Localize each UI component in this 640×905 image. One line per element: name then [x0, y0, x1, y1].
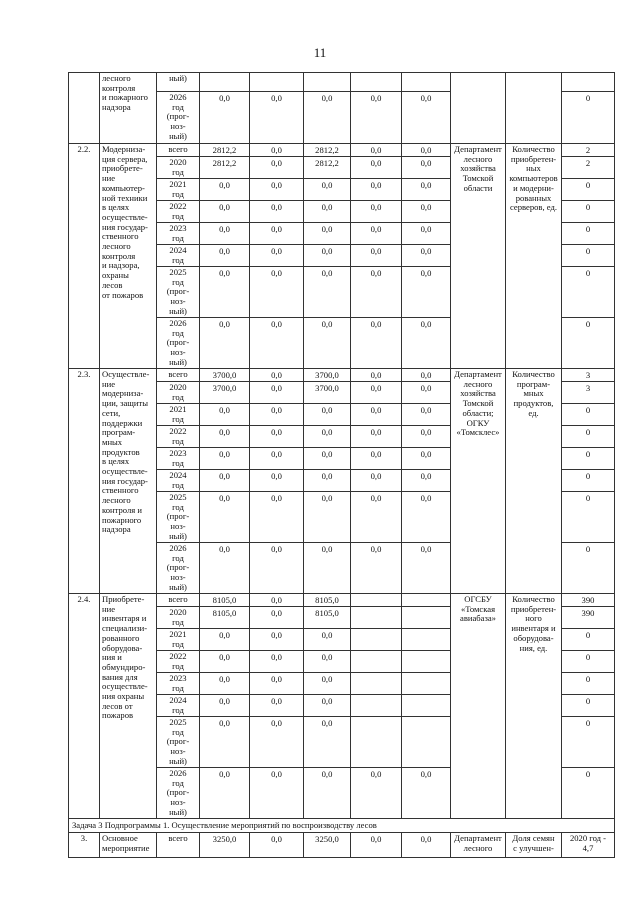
amount-cell: 0,0 [250, 223, 304, 245]
indicator-value-cell: 0 [562, 245, 615, 267]
amount-cell: 0,0 [250, 92, 304, 144]
amount-cell: 0,0 [402, 768, 451, 819]
amount-cell [351, 73, 402, 92]
indicator-value-cell: 0 [562, 404, 615, 426]
amount-cell: 0,0 [402, 404, 451, 426]
row-number-cell: 3. [69, 833, 100, 858]
amount-cell: 0,0 [304, 179, 351, 201]
amount-cell: 0,0 [402, 833, 451, 858]
indicator-value-cell: 0 [562, 695, 615, 717]
amount-cell: 0,0 [351, 267, 402, 318]
indicator-value-cell: 0 [562, 629, 615, 651]
amount-cell: 0,0 [200, 426, 250, 448]
amount-cell: 0,0 [351, 448, 402, 470]
amount-cell: 0,0 [351, 470, 402, 492]
amount-cell: 0,0 [200, 673, 250, 695]
measure-name-cell: лесного контроля и пожарного надзора [100, 73, 157, 144]
amount-cell [402, 629, 451, 651]
amount-cell: 0,0 [200, 768, 250, 819]
table-row [69, 144, 615, 157]
amount-cell: 0,0 [351, 369, 402, 382]
amount-cell: 0,0 [250, 318, 304, 369]
amount-cell: 0,0 [304, 695, 351, 717]
amount-cell: 0,0 [304, 201, 351, 223]
amount-cell: 0,0 [250, 404, 304, 426]
year-cell: 2025 год (прог- ноз- ный) [157, 267, 200, 318]
amount-cell: 0,0 [351, 245, 402, 267]
indicator-value-cell: 390 [562, 607, 615, 629]
year-cell: 2026 год (прог- ноз- ный) [157, 318, 200, 369]
indicator-name-cell: Количество приобретен- ных компьютеров и модерни- рованных серверов, ед. [506, 144, 562, 369]
amount-cell: 0,0 [250, 695, 304, 717]
amount-cell: 0,0 [304, 543, 351, 594]
year-cell: всего [157, 594, 200, 607]
amount-cell [402, 673, 451, 695]
amount-cell: 0,0 [402, 144, 451, 157]
amount-cell: 0,0 [304, 223, 351, 245]
indicator-name-cell: Количество приобретен- ного инвентаря и оборудова- ния, ед. [506, 594, 562, 819]
amount-cell: 0,0 [351, 404, 402, 426]
amount-cell: 2812,2 [200, 144, 250, 157]
year-cell: 2021 год [157, 404, 200, 426]
indicator-value-cell: 0 [562, 543, 615, 594]
indicator-value-cell: 0 [562, 267, 615, 318]
year-cell: 2021 год [157, 629, 200, 651]
indicator-name-cell: Количество програм- мных продуктов, ед. [506, 369, 562, 594]
indicator-value-cell: 2020 год - 4,7 [562, 833, 615, 858]
amount-cell: 0,0 [351, 144, 402, 157]
amount-cell: 0,0 [250, 470, 304, 492]
amount-cell [351, 717, 402, 768]
amount-cell: 0,0 [200, 245, 250, 267]
amount-cell: 3700,0 [304, 369, 351, 382]
page-number: 11 [313, 45, 327, 60]
year-cell: 2024 год [157, 695, 200, 717]
amount-cell: 0,0 [351, 543, 402, 594]
amount-cell: 0,0 [304, 426, 351, 448]
amount-cell: 0,0 [304, 717, 351, 768]
amount-cell: 0,0 [304, 318, 351, 369]
year-cell: 2022 год [157, 426, 200, 448]
year-cell: всего [157, 833, 200, 858]
amount-cell: 0,0 [402, 318, 451, 369]
amount-cell: 2812,2 [304, 144, 351, 157]
task-title-cell: Задача 3 Подпрограммы 1. Осуществление мероприятий по воспроизводству лесов [69, 819, 615, 833]
year-cell: 2020 год [157, 607, 200, 629]
indicator-value-cell: 0 [562, 223, 615, 245]
amount-cell: 0,0 [351, 92, 402, 144]
amount-cell: 0,0 [200, 318, 250, 369]
indicator-value-cell: 3 [562, 382, 615, 404]
amount-cell: 0,0 [402, 92, 451, 144]
year-cell: 2022 год [157, 201, 200, 223]
amount-cell: 0,0 [304, 768, 351, 819]
amount-cell: 0,0 [250, 448, 304, 470]
amount-cell: 0,0 [304, 92, 351, 144]
year-cell: 2022 год [157, 651, 200, 673]
amount-cell [351, 607, 402, 629]
amount-cell: 0,0 [200, 492, 250, 543]
amount-cell: 0,0 [200, 695, 250, 717]
table-row [69, 73, 615, 92]
amount-cell: 0,0 [402, 245, 451, 267]
amount-cell: 0,0 [250, 144, 304, 157]
amount-cell: 0,0 [250, 717, 304, 768]
measure-name-cell: Основное мероприятие [100, 833, 157, 858]
amount-cell: 0,0 [402, 382, 451, 404]
indicator-value-cell: 2 [562, 144, 615, 157]
amount-cell: 0,0 [200, 448, 250, 470]
indicator-name-cell: Доля семян с улучшен- [506, 833, 562, 858]
table-row [69, 594, 615, 607]
indicator-value-cell [562, 73, 615, 92]
amount-cell: 0,0 [200, 92, 250, 144]
amount-cell: 0,0 [250, 426, 304, 448]
amount-cell: 0,0 [402, 369, 451, 382]
measure-name-cell: Приобрете- ние инвентаря и специализи- рованного оборудова- ния и обмундиро- вания для осуществле- ния охраны лесов от пожаров [100, 594, 157, 819]
amount-cell: 0,0 [351, 201, 402, 223]
amount-cell [351, 695, 402, 717]
indicator-value-cell: 3 [562, 369, 615, 382]
year-cell: 2024 год [157, 245, 200, 267]
amount-cell [351, 673, 402, 695]
amount-cell: 0,0 [200, 543, 250, 594]
amount-cell: 0,0 [250, 369, 304, 382]
year-cell: 2026 год (прог- ноз- ный) [157, 768, 200, 819]
year-cell: ный) [157, 73, 200, 92]
amount-cell: 0,0 [200, 629, 250, 651]
amount-cell: 0,0 [351, 492, 402, 543]
amount-cell [304, 73, 351, 92]
amount-cell: 0,0 [250, 179, 304, 201]
amount-cell [351, 629, 402, 651]
program-table-container [68, 72, 615, 858]
task-row [69, 819, 615, 833]
amount-cell: 0,0 [304, 673, 351, 695]
amount-cell: 0,0 [250, 201, 304, 223]
amount-cell: 0,0 [304, 470, 351, 492]
amount-cell: 0,0 [250, 543, 304, 594]
year-cell: 2023 год [157, 448, 200, 470]
amount-cell: 8105,0 [200, 594, 250, 607]
amount-cell [402, 73, 451, 92]
amount-cell [402, 717, 451, 768]
year-cell: всего [157, 144, 200, 157]
amount-cell: 0,0 [304, 245, 351, 267]
amount-cell [402, 651, 451, 673]
year-cell: 2023 год [157, 673, 200, 695]
executor-cell [451, 73, 506, 144]
indicator-value-cell: 0 [562, 673, 615, 695]
indicator-value-cell: 0 [562, 201, 615, 223]
amount-cell: 0,0 [250, 267, 304, 318]
amount-cell [200, 73, 250, 92]
amount-cell: 0,0 [200, 267, 250, 318]
year-cell: 2026 год (прог- ноз- ный) [157, 543, 200, 594]
amount-cell: 3250,0 [304, 833, 351, 858]
amount-cell: 3250,0 [200, 833, 250, 858]
indicator-value-cell: 0 [562, 318, 615, 369]
amount-cell: 3700,0 [200, 382, 250, 404]
executor-cell: Департамент лесного [451, 833, 506, 858]
amount-cell: 0,0 [304, 492, 351, 543]
amount-cell: 0,0 [304, 404, 351, 426]
year-cell: 2020 год [157, 157, 200, 179]
amount-cell: 0,0 [351, 426, 402, 448]
table-row [69, 369, 615, 382]
amount-cell: 0,0 [402, 448, 451, 470]
amount-cell: 0,0 [402, 179, 451, 201]
amount-cell: 8105,0 [304, 594, 351, 607]
amount-cell: 0,0 [351, 768, 402, 819]
amount-cell: 0,0 [402, 201, 451, 223]
row-number-cell: 2.4. [69, 594, 100, 819]
amount-cell: 0,0 [250, 245, 304, 267]
amount-cell: 0,0 [250, 651, 304, 673]
amount-cell: 0,0 [351, 157, 402, 179]
amount-cell: 0,0 [351, 833, 402, 858]
year-cell: 2021 год [157, 179, 200, 201]
amount-cell: 2812,2 [200, 157, 250, 179]
amount-cell: 0,0 [250, 833, 304, 858]
executor-cell: Департамент лесного хозяйства Томской области; ОГКУ «Томсклес» [451, 369, 506, 594]
indicator-value-cell: 0 [562, 179, 615, 201]
indicator-value-cell: 0 [562, 717, 615, 768]
amount-cell: 2812,2 [304, 157, 351, 179]
amount-cell: 0,0 [351, 179, 402, 201]
amount-cell [402, 695, 451, 717]
amount-cell: 0,0 [200, 201, 250, 223]
year-cell: 2025 год (прог- ноз- ный) [157, 492, 200, 543]
executor-cell: Департамент лесного хозяйства Томской области [451, 144, 506, 369]
amount-cell: 0,0 [200, 717, 250, 768]
indicator-name-cell [506, 73, 562, 144]
amount-cell: 0,0 [200, 470, 250, 492]
amount-cell: 0,0 [250, 768, 304, 819]
amount-cell: 0,0 [402, 223, 451, 245]
amount-cell: 0,0 [351, 223, 402, 245]
year-cell: 2026 год (прог- ноз- ный) [157, 92, 200, 144]
amount-cell: 0,0 [250, 629, 304, 651]
amount-cell: 0,0 [402, 543, 451, 594]
amount-cell: 0,0 [402, 470, 451, 492]
indicator-value-cell: 0 [562, 768, 615, 819]
amount-cell: 0,0 [250, 382, 304, 404]
indicator-value-cell: 0 [562, 651, 615, 673]
amount-cell: 0,0 [402, 492, 451, 543]
indicator-value-cell: 0 [562, 448, 615, 470]
executor-cell: ОГСБУ «Томская авиабаза» [451, 594, 506, 819]
year-cell: 2025 год (прог- ноз- ный) [157, 717, 200, 768]
amount-cell: 0,0 [402, 426, 451, 448]
amount-cell: 0,0 [200, 223, 250, 245]
amount-cell [351, 651, 402, 673]
amount-cell: 3700,0 [304, 382, 351, 404]
amount-cell: 0,0 [200, 651, 250, 673]
year-cell: всего [157, 369, 200, 382]
indicator-value-cell: 390 [562, 594, 615, 607]
amount-cell: 0,0 [250, 673, 304, 695]
amount-cell [351, 594, 402, 607]
amount-cell: 8105,0 [200, 607, 250, 629]
table-row [69, 833, 615, 858]
amount-cell: 0,0 [351, 382, 402, 404]
indicator-value-cell: 0 [562, 92, 615, 144]
program-table [68, 72, 615, 858]
year-cell: 2024 год [157, 470, 200, 492]
amount-cell [250, 73, 304, 92]
amount-cell [402, 607, 451, 629]
row-number-cell: 2.2. [69, 144, 100, 369]
indicator-value-cell: 0 [562, 426, 615, 448]
amount-cell: 0,0 [250, 492, 304, 543]
amount-cell: 0,0 [250, 607, 304, 629]
amount-cell: 0,0 [351, 318, 402, 369]
measure-name-cell: Осуществле- ние модерниза- ции, защиты сети, поддержки програм- мных продуктов в целях осуществле- ния государ- ственного лесного контроля и пожарного надзора [100, 369, 157, 594]
amount-cell: 0,0 [304, 267, 351, 318]
amount-cell: 0,0 [304, 448, 351, 470]
indicator-value-cell: 2 [562, 157, 615, 179]
amount-cell: 0,0 [304, 651, 351, 673]
year-cell: 2023 год [157, 223, 200, 245]
amount-cell: 0,0 [200, 179, 250, 201]
amount-cell: 3700,0 [200, 369, 250, 382]
indicator-value-cell: 0 [562, 470, 615, 492]
row-number-cell [69, 73, 100, 144]
row-number-cell: 2.3. [69, 369, 100, 594]
amount-cell: 0,0 [402, 267, 451, 318]
year-cell: 2020 год [157, 382, 200, 404]
amount-cell [402, 594, 451, 607]
amount-cell: 0,0 [200, 404, 250, 426]
amount-cell: 8105,0 [304, 607, 351, 629]
amount-cell: 0,0 [250, 594, 304, 607]
amount-cell: 0,0 [304, 629, 351, 651]
amount-cell: 0,0 [402, 157, 451, 179]
measure-name-cell: Модерниза- ция сервера, приобрете- ние компьютер- ной техники в целях осуществле- ния государ- ственного лесного контроля и надзора, охраны лесов от пожаров [100, 144, 157, 369]
indicator-value-cell: 0 [562, 492, 615, 543]
amount-cell: 0,0 [250, 157, 304, 179]
